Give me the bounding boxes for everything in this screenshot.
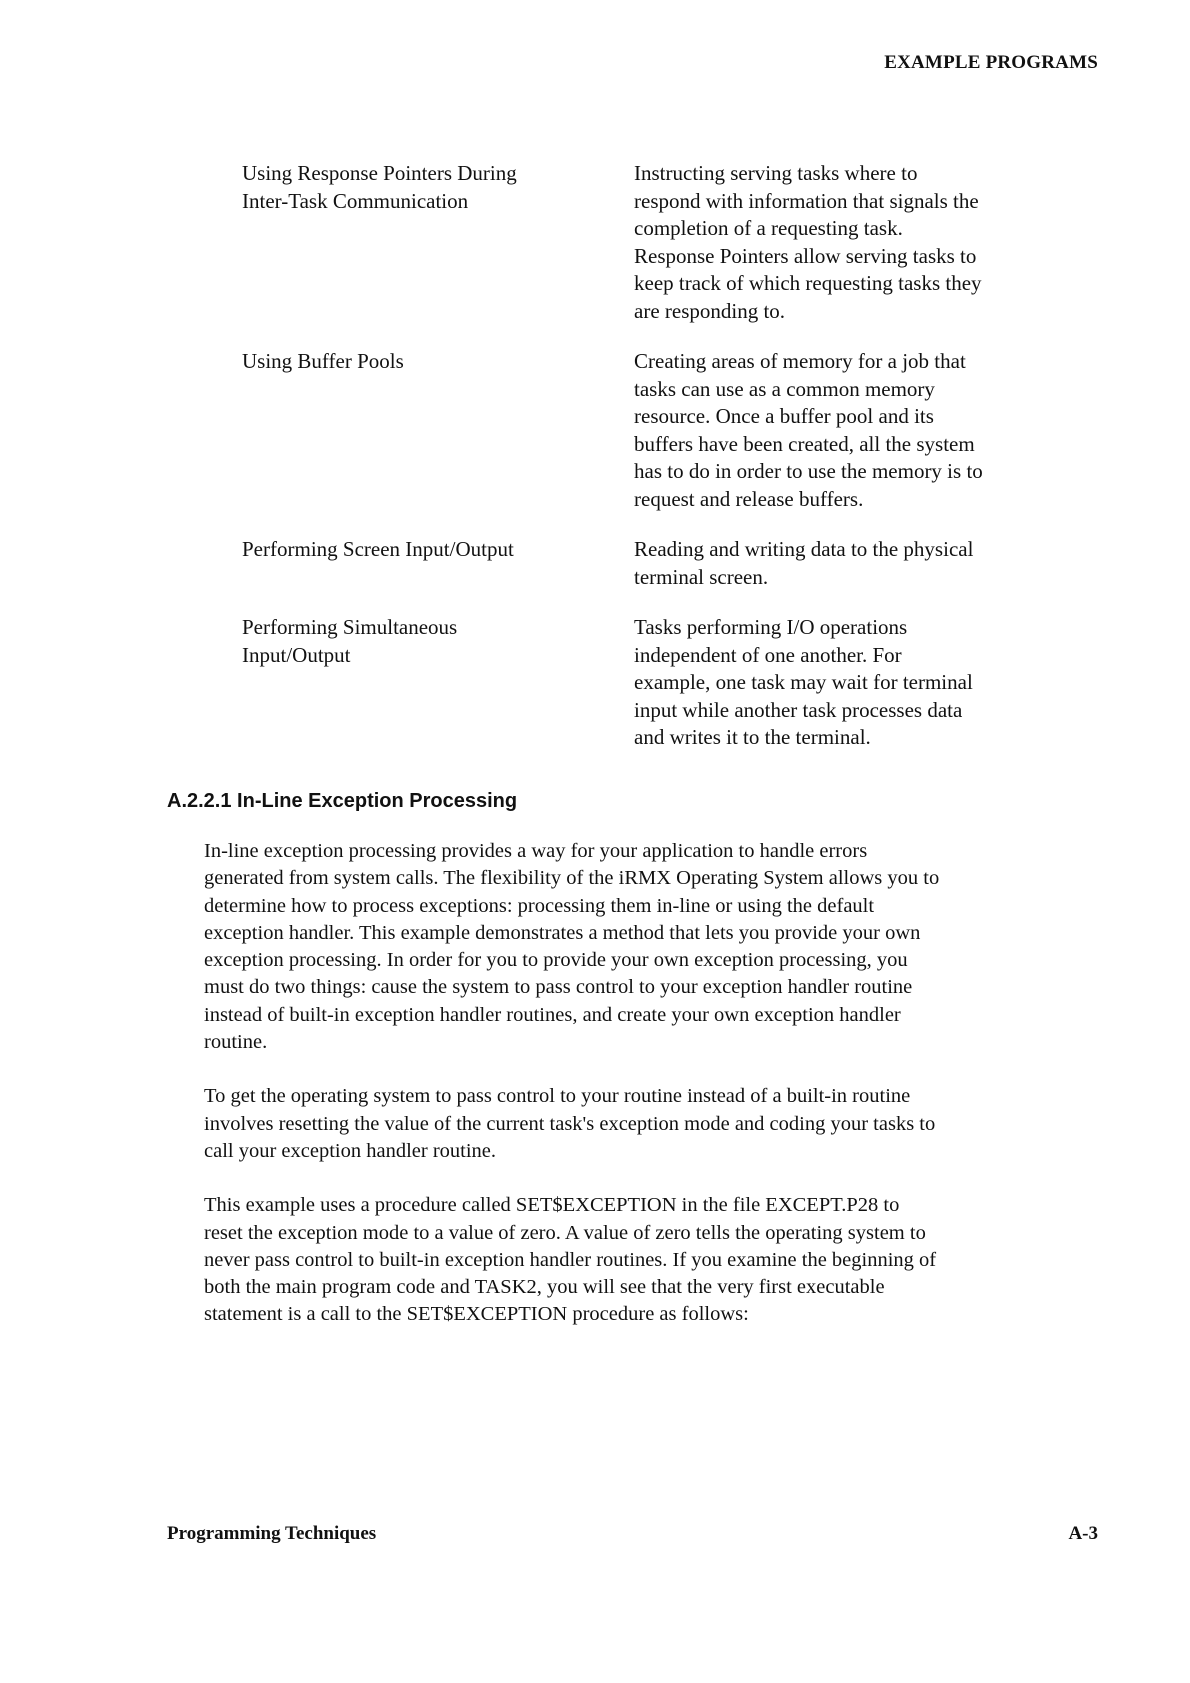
- running-header: EXAMPLE PROGRAMS: [884, 52, 1098, 73]
- page-number: A-3: [1068, 1523, 1098, 1544]
- body-paragraph: This example uses a procedure called SET$EXCEPTION in the file EXCEPT.P28 to reset the exception mode to a value of zero. A value of zero tells the operating system to never pass control to built-in exception handler routines. If you examine the beginning of both the main program code and TASK2, you will see that the very first executable statement is a call to the SET$EXCEPTION procedure as follows:: [204, 1194, 937, 1326]
- definition-term: Using Buffer Pools: [242, 349, 404, 373]
- definition-table: [242, 160, 1042, 775]
- body-paragraph: To get the operating system to pass control to your routine instead of a built-in routine involves resetting the value of the current task's exception mode and coding your tasks to call your exception handler routine.: [204, 1085, 936, 1162]
- definition-row: [242, 348, 1042, 513]
- definition-description: Tasks performing I/O operations independent of one another. For example, one task may wait for terminal input while another task processes data and writes it to the terminal.: [634, 615, 973, 749]
- section-body: [204, 838, 1084, 1356]
- footer-chapter-title: Programming Techniques: [167, 1523, 377, 1544]
- definition-row: [242, 536, 1042, 591]
- definition-term: Using Response Pointers During Inter-Task Communication: [242, 161, 517, 213]
- definition-row: [242, 160, 1042, 325]
- definition-description: Creating areas of memory for a job that tasks can use as a common memory resource. Once a buffer pool and its buffers have been created, all the system has to do in order to use the memory is to request and release buffers.: [634, 349, 983, 511]
- definition-row: [242, 614, 1042, 752]
- definition-description: Instructing serving tasks where to respond with information that signals the completion of a requesting task. Response Pointers allow serving tasks to keep track of which requesting tasks they are responding to.: [634, 161, 982, 323]
- definition-term: Performing Simultaneous Input/Output: [242, 615, 458, 667]
- body-paragraph: In-line exception processing provides a way for your application to handle errors generated from system calls. The flexibility of the iRMX Operating System allows you to determine how to process exceptions: processing them in-line or using the default exception handler. This example demonstrates a method that lets you provide your own exception processing. In order for you to provide your own exception processing, you must do two things: cause the system to pass control to your exception handler routine instead of built-in exception handler routines, and create your own exception handler routine.: [204, 840, 940, 1054]
- definition-term: Performing Screen Input/Output: [242, 537, 514, 561]
- section-heading: A.2.2.1 In-Line Exception Processing: [167, 790, 518, 812]
- definition-description: Reading and writing data to the physical terminal screen.: [634, 537, 974, 589]
